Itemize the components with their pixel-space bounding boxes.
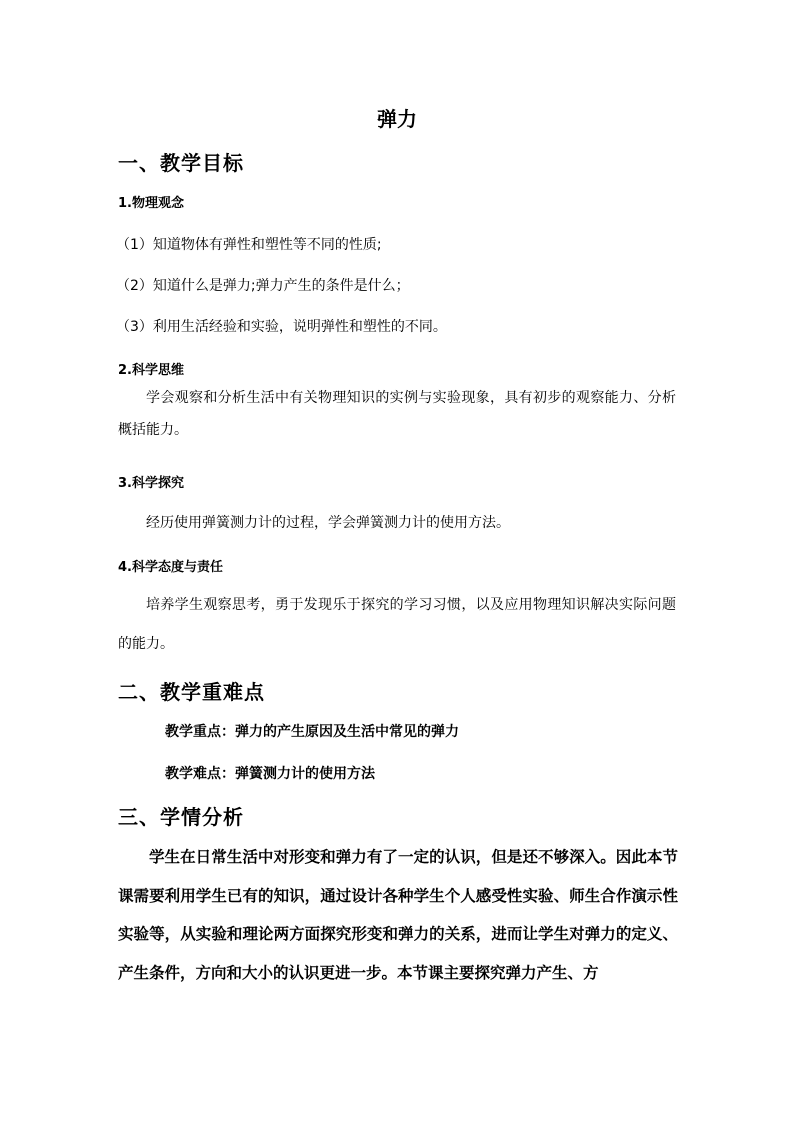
section-heading-learner-analysis: 三、学情分析 — [118, 805, 244, 829]
goal-item-1: （1）知道物体有弹性和塑性等不同的性质; — [116, 237, 382, 253]
subheading-scientific-thinking: 2.科学思维 — [118, 363, 184, 378]
paragraph-learner-analysis: 学生在日常生活中对形变和弹力有了一定的认识，但是还不够深入。因此本节课需要利用学生已有的知识，通过设计各种学生个人感受性实验、师生合作演示性实验等，从实验和理论两方面探究形变和弹力的关系，进而让学生对弹力的定义、产生条件，方向和大小的认识更进一步。本节课主要探究弹力产生、方 — [118, 848, 678, 982]
subheading-scientific-inquiry: 3.科学探究 — [118, 476, 184, 491]
paragraph-scientific-inquiry: 经历使用弹簧测力计的过程，学会弹簧测力计的使用方法。 — [146, 515, 510, 531]
goal-item-3: （3）利用生活经验和实验，说明弹性和塑性的不同。 — [116, 319, 447, 335]
subheading-physics-concept: 1.物理观念 — [118, 196, 184, 211]
document-title: 弹力 — [377, 107, 417, 131]
paragraph-attitude-responsibility: 培养学生观察思考，勇于发现乐于探究的学习习惯，以及应用物理知识解决实际问题的能力。 — [118, 597, 676, 652]
difficult-point-text: 教学难点：弹簧测力计的使用方法 — [165, 766, 375, 782]
paragraph-scientific-thinking: 学会观察和分析生活中有关物理知识的实例与实验现象，具有初步的观察能力、分析概括能力。 — [118, 390, 676, 438]
section-heading-teaching-goals: 一、教学目标 — [118, 151, 244, 175]
key-point-text: 教学重点：弹力的产生原因及生活中常见的弹力 — [165, 724, 459, 740]
section-heading-key-difficult-points: 二、教学重难点 — [118, 680, 265, 704]
subheading-attitude-responsibility: 4.科学态度与责任 — [118, 560, 223, 575]
goal-item-2: （2）知道什么是弹力;弹力产生的条件是什么； — [116, 278, 410, 294]
